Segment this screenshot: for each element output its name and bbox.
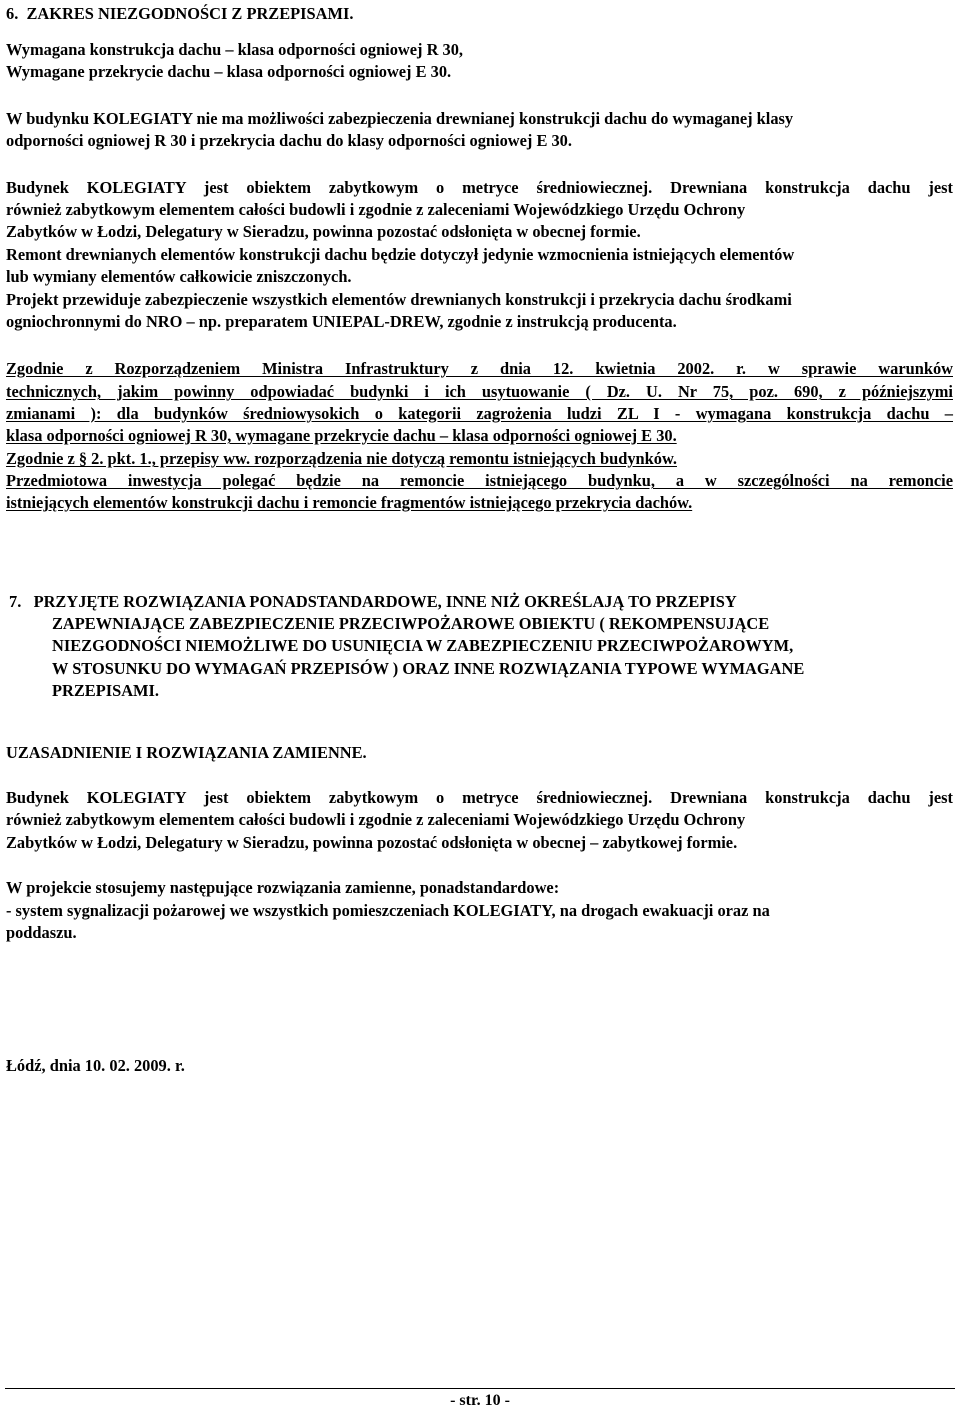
paragraph-line: - system sygnalizacji pożarowej we wszystkich pomieszczeniach KOLEGIATY, na drogach ewakuacji oraz na [6,901,770,920]
section-7-heading: 7. PRZYJĘTE ROZWIĄZANIA PONADSTANDARDOWE, INNE NIŻ OKREŚLAJĄ TO PRZEPISY [9,592,737,611]
page-number: - str. 10 - [450,1392,510,1409]
paragraph-line: odporności ogniowej R 30 i przekrycia dachu do klasy odporności ogniowej E 30. [6,131,572,150]
paragraph-line: Zabytków w Łodzi, Delegatury w Sieradzu, powinna pozostać odsłonięta w obecnej formie. [6,222,641,241]
paragraph-line: poddaszu. [6,923,77,942]
section-7-heading: W STOSUNKU DO WYMAGAŃ PRZEPISÓW ) ORAZ INNE ROZWIĄZANIA TYPOWE WYMAGANE [52,659,805,678]
paragraph-line: W budynku KOLEGIATY nie ma możliwości zabezpieczenia drewnianej konstrukcji dachu do wymaganej klasy [6,109,794,128]
regulation-line: Zgodnie z Rozporządzeniem Ministra Infrastruktury z dnia 12. kwietnia 2002. r. w sprawie warunków [6,359,953,378]
justification-heading: UZASADNIENIE I ROZWIĄZANIA ZAMIENNE. [6,743,367,762]
place-date: Łódź, dnia 10. 02. 2009. r. [6,1056,185,1075]
paragraph-line: W projekcie stosujemy następujące rozwiązania zamienne, ponadstandardowe: [6,878,560,897]
footer-divider [5,1388,955,1389]
section-7-heading: PRZEPISAMI. [52,681,160,700]
regulation-line: klasa odporności ogniowej R 30, wymagane przekrycie dachu – klasa odporności ogniowej E 30. [6,426,677,445]
section-7-heading: ZAPEWNIAJĄCE ZABEZPIECZENIE PRZECIWPOŻAROWE OBIEKTU ( REKOMPENSUJĄCE [52,614,770,633]
paragraph-line: Projekt przewiduje zabezpieczenie wszystkich elementów drewnianych konstrukcji i przekrycia dachu środkami [6,290,792,309]
regulation-line: istniejących elementów konstrukcji dachu i remoncie fragmentów istniejącego przekrycia dachów. [6,493,693,512]
requirement-construction: Wymagana konstrukcja dachu – klasa odporności ogniowej R 30, [6,40,464,59]
regulation-line: Zgodnie z § 2. pkt. 1., przepisy ww. rozporządzenia nie dotyczą remontu istniejących budynków. [6,449,677,468]
paragraph-line: również zabytkowym elementem całości budowli i zgodnie z zaleceniami Wojewódzkiego Urzędu Ochrony [6,200,746,219]
section-6-heading: 6. ZAKRES NIEZGODNOŚCI Z PRZEPISAMI. [6,4,354,23]
paragraph-line: również zabytkowym elementem całości budowli i zgodnie z zaleceniami Wojewódzkiego Urzędu Ochrony [6,810,746,829]
regulation-line: Przedmiotowa inwestycja polegać będzie na remoncie istniejącego budynku, a w szczególności na remoncie [6,471,953,490]
paragraph-line: Budynek KOLEGIATY jest obiektem zabytkowym o metryce średniowiecznej. Drewniana konstrukcja dachu jest [6,788,953,807]
paragraph-line: Zabytków w Łodzi, Delegatury w Sieradzu, powinna pozostać odsłonięta w obecnej – zabytkowej formie. [6,833,738,852]
requirement-covering: Wymagane przekrycie dachu – klasa odporności ogniowej E 30. [6,62,452,81]
paragraph-line: ogniochronnymi do NRO – np. preparatem UNIEPAL-DREW, zgodnie z instrukcją producenta. [6,312,677,331]
regulation-line: zmianami ): dla budynków średniowysokich o kategorii zagrożenia ludzi ZL I - wymagana konstrukcja dachu – [6,404,953,423]
regulation-line: technicznych, jakim powinny odpowiadać budynki i ich usytuowanie ( Dz. U. Nr 75, poz. 690, z późniejszymi [6,382,953,401]
section-7-heading: NIEZGODNOŚCI NIEMOŻLIWE DO USUNIĘCIA W ZABEZPIECZENIU PRZECIWPOŻAROWYM, [52,636,794,655]
paragraph-line: lub wymiany elementów całkowicie zniszczonych. [6,267,352,286]
paragraph-line: Budynek KOLEGIATY jest obiektem zabytkowym o metryce średniowiecznej. Drewniana konstrukcja dachu jest [6,178,953,197]
paragraph-line: Remont drewnianych elementów konstrukcji dachu będzie dotyczył jedynie wzmocnienia istniejących elementów [6,245,795,264]
